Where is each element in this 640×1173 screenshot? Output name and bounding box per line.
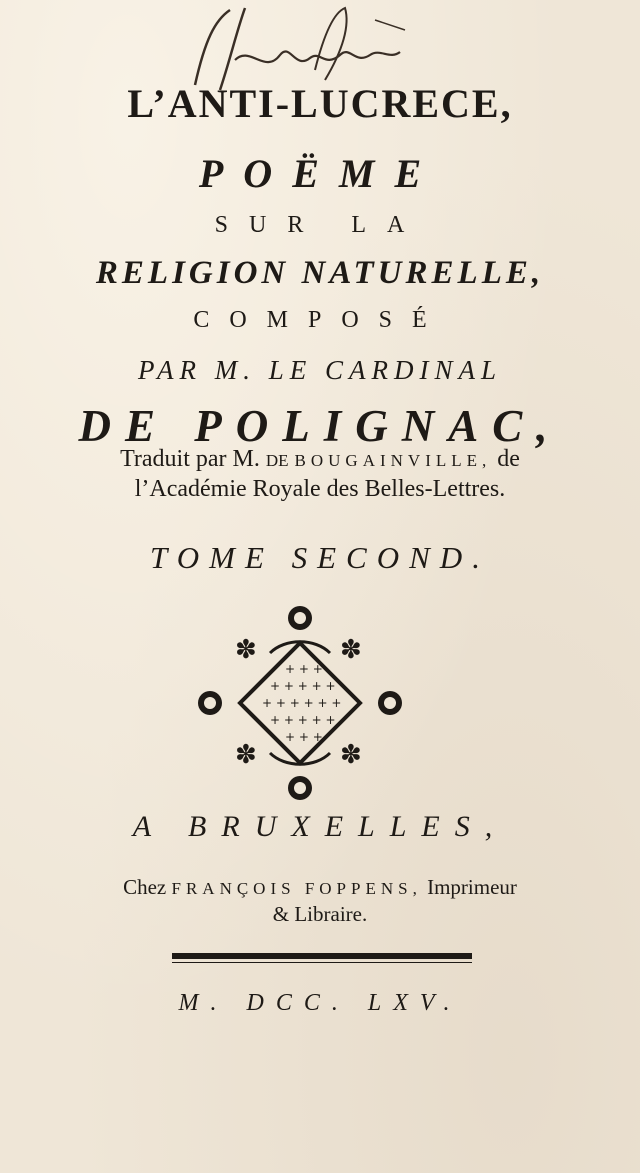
- svg-text:✽: ✽: [340, 740, 362, 770]
- svg-text:✽: ✽: [340, 635, 362, 665]
- printers-ornament-icon: [190, 598, 410, 808]
- translator-de: DE: [265, 451, 289, 470]
- subtitle-sur-la: SUR LA: [214, 212, 426, 238]
- svg-text:✽: ✽: [235, 635, 257, 665]
- svg-text:+ + +: + + +: [285, 662, 323, 676]
- divider-thin: [172, 962, 472, 963]
- svg-text:+ + +: + + +: [285, 730, 323, 744]
- svg-text:+ + + + +: + + + + +: [270, 679, 336, 693]
- subtitle-religion: RELIGION NATURELLE,: [95, 255, 545, 291]
- subtitle-par: PAR M. LE CARDINAL: [138, 355, 502, 385]
- publisher-line-2: & Libraire.: [272, 902, 368, 926]
- publisher-line-1: [0, 875, 640, 900]
- translator-name: BOUGAINVILLE,: [294, 451, 492, 470]
- publisher-role: Imprimeur: [427, 875, 517, 899]
- title-line-2: POËME: [198, 151, 442, 196]
- publication-date: M. DCC. LXV.: [178, 990, 462, 1016]
- svg-text:+ + + + +: + + + + +: [270, 713, 336, 727]
- translator-line-2: l’Académie Royale des Belles-Lettres.: [134, 476, 506, 502]
- svg-text:✽: ✽: [235, 740, 257, 770]
- publisher-chez: Chez: [123, 875, 167, 899]
- translator-line-1: [0, 446, 640, 473]
- publisher-name: FRANÇOIS FOPPENS,: [171, 879, 422, 898]
- place-of-publication: A BRUXELLES,: [132, 810, 508, 843]
- svg-text:+ + + + + +: + + + + + +: [262, 696, 342, 710]
- title-line-1: L’ANTI-LUCRECE,: [127, 81, 513, 126]
- divider-thick: [172, 953, 472, 959]
- translator-suffix: de: [497, 446, 520, 472]
- translator-prefix: Traduit par M.: [120, 446, 260, 472]
- author-name: DE POLIGNAC,: [78, 401, 562, 451]
- volume-label: TOME SECOND.: [150, 540, 490, 575]
- subtitle-compose: COMPOSÉ: [193, 307, 447, 333]
